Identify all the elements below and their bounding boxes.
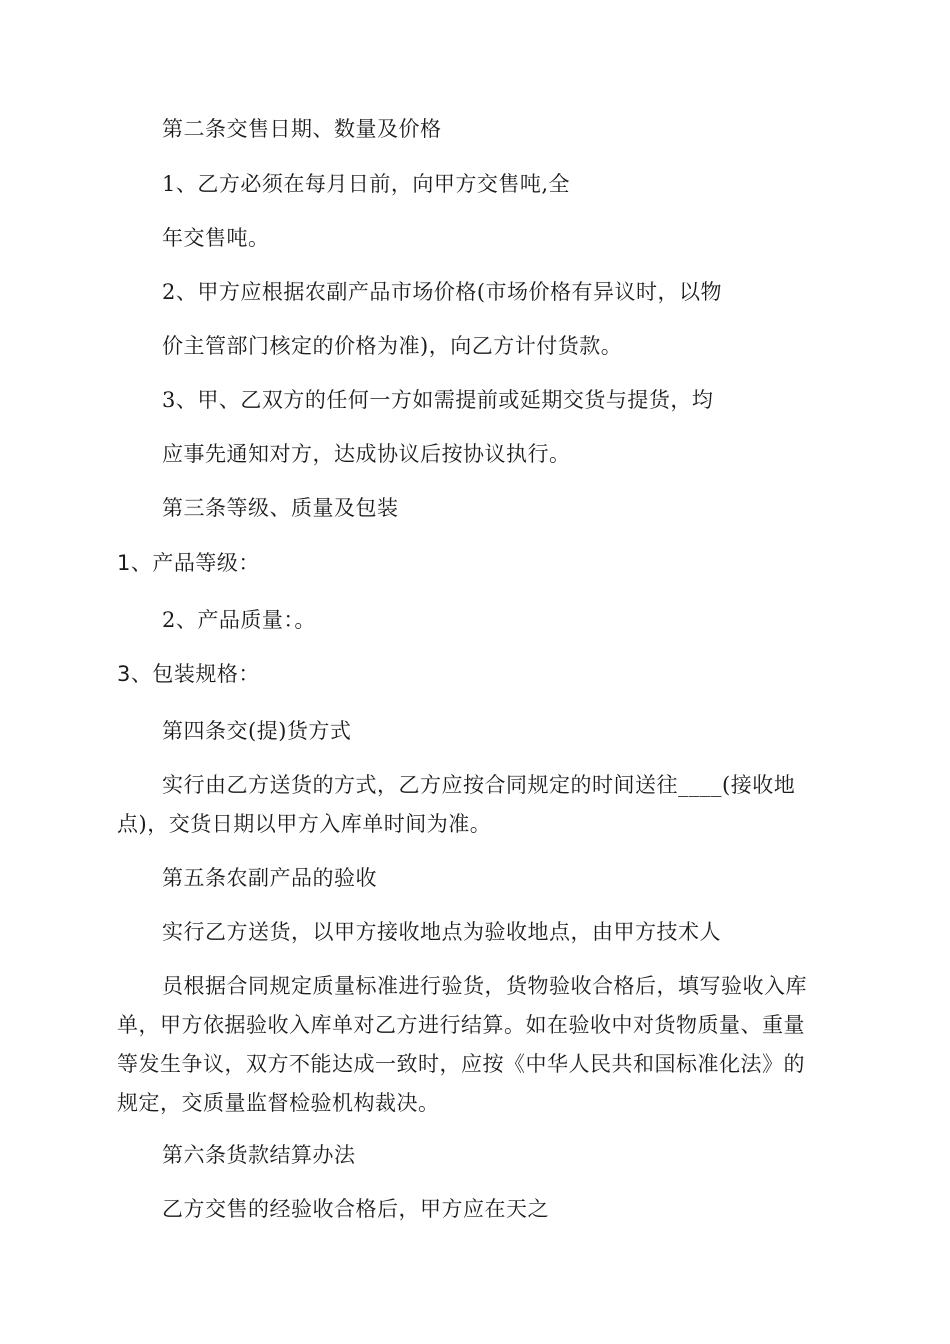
list-item: 3、包装规格： bbox=[117, 662, 260, 686]
list-item: 1、产品等级： bbox=[117, 551, 260, 575]
text-line: 年交售吨。 bbox=[162, 226, 270, 250]
list-item: 2、产品质量：。 bbox=[162, 608, 316, 632]
article-2-heading: 第二条交售日期、数量及价格 bbox=[162, 117, 442, 141]
text-line: 点)，交货日期以甲方入库单时间为准。 bbox=[117, 812, 492, 836]
text-line: 3、甲、乙双方的任何一方如需提前或延期交货与提货，均 bbox=[162, 388, 714, 412]
text-line: 单，甲方依据验收入库单对乙方进行结算。如在验收中对货物质量、重量 bbox=[117, 1013, 805, 1037]
text-line: 实行乙方送货，以甲方接收地点为验收地点，由甲方技术人 bbox=[162, 920, 721, 944]
text-line: 规定，交质量监督检验机构裁决。 bbox=[117, 1091, 440, 1115]
text-line: 1、乙方必须在每月日前，向甲方交售吨,全 bbox=[162, 172, 571, 196]
text-line: 价主管部门核定的价格为准)，向乙方计付货款。 bbox=[162, 334, 623, 358]
text-line: 等发生争议，双方不能达成一致时，应按《中华人民共和国标准化法》的 bbox=[117, 1052, 805, 1076]
article-6-heading: 第六条货款结算办法 bbox=[162, 1143, 356, 1167]
text-line: 应事先通知对方，达成协议后按协议执行。 bbox=[162, 442, 571, 466]
text-line: 实行由乙方送货的方式，乙方应按合同规定的时间送往____(接收地 bbox=[162, 773, 796, 797]
text-line: 员根据合同规定质量标准进行验货，货物验收合格后，填写验收入库 bbox=[162, 974, 807, 998]
text-line: 乙方交售的经验收合格后，甲方应在天之 bbox=[162, 1197, 549, 1221]
article-5-heading: 第五条农副产品的验收 bbox=[162, 866, 377, 890]
text-line: 2、甲方应根据农副产品市场价格(市场价格有异议时，以物 bbox=[162, 280, 723, 304]
article-4-heading: 第四条交(提)货方式 bbox=[162, 719, 352, 743]
article-3-heading: 第三条等级、质量及包装 bbox=[162, 496, 399, 520]
